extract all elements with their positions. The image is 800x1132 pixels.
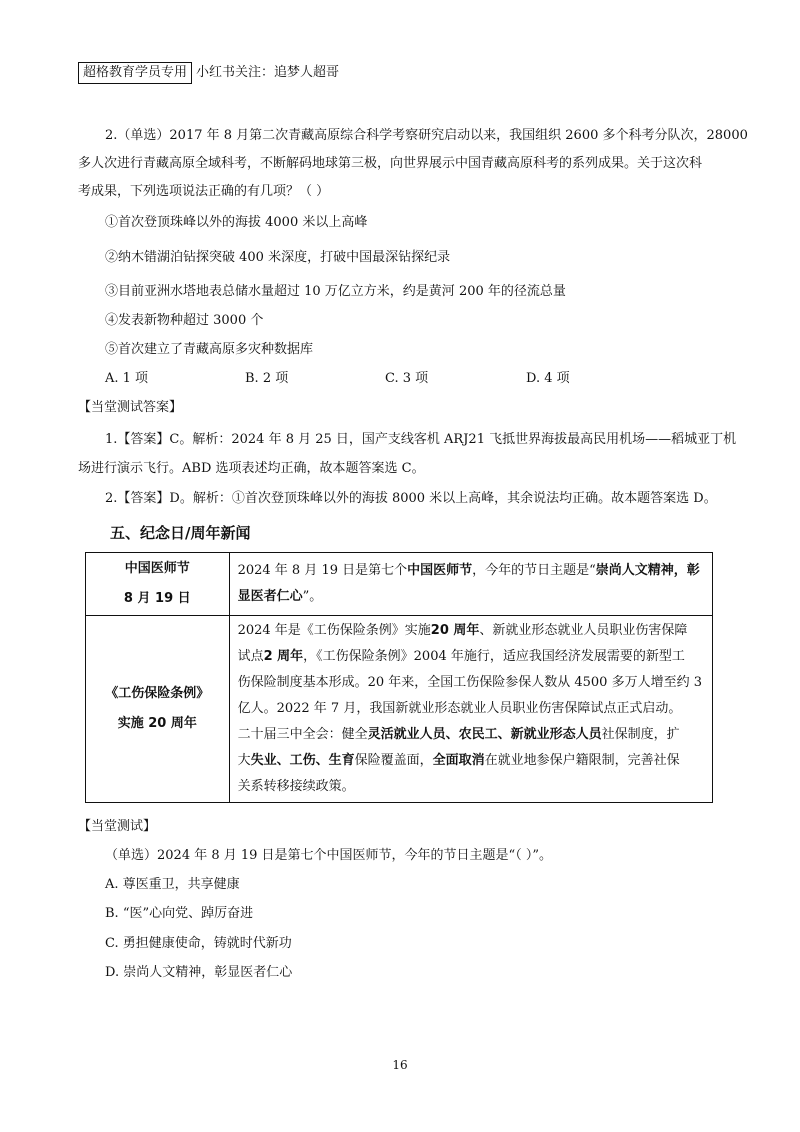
description-line: 伤保险制度基本形成。20 年来，全国工伤保险参保人数从 4500 多万人增至约 3 [237, 675, 702, 690]
table-row [86, 616, 713, 803]
test-heading: 【当堂测试】 [78, 819, 157, 834]
description-line: 显医者仁心”。 [237, 589, 323, 604]
description-line: 2024 年 8 月 19 日是第七个中国医师节，今年的节日主题是“崇尚人文精神，彰 [237, 563, 700, 578]
event-date: 8 月 19 日 [123, 591, 191, 606]
statement-4: ④发表新物种超过 3000 个 [105, 313, 264, 328]
statement-1: ①首次登顶珠峰以外的海拔 4000 米以上高峰 [105, 215, 368, 230]
description-line: 亿人。2022 年 7 月，我国新就业形态就业人员职业伤害保障试点正式启动。 [237, 701, 682, 716]
anniversary-table [85, 552, 713, 803]
question2-line-2: 多人次进行青藏高原全域科考，不断解码地球第三极，向世界展示中国青藏高原科考的系列成果。关于这次科 [78, 156, 703, 171]
answer-2: 2.【答案】D。解析：①首次登顶珠峰以外的海拔 8000 米以上高峰，其余说法均正确。故本题答案选 D。 [105, 491, 717, 506]
option-c: C. 3 项 [385, 371, 429, 386]
option-a: A. 1 项 [105, 371, 149, 386]
statement-3: ③目前亚洲水塔地表总储水量超过 10 万亿立方米，约是黄河 200 年的径流总量 [105, 284, 566, 299]
statement-2: ②纳木错湖泊钻探突破 400 米深度，打破中国最深钻探纪录 [105, 250, 451, 265]
option-d: D. 4 项 [526, 371, 570, 386]
test-option-b: B. “医”心向党、踔厉奋进 [105, 906, 254, 921]
option-b: B. 2 项 [245, 371, 289, 386]
question2-line-3: 考成果，下列选项说法正确的有几项？（ ） [78, 184, 330, 199]
event-description-cell [229, 553, 712, 616]
event-anniversary: 实施 20 周年 [117, 716, 197, 731]
event-name: 《工伤保险条例》 [105, 686, 210, 701]
test-option-a: A. 尊医重卫，共享健康 [105, 877, 240, 892]
event-name-cell [86, 616, 230, 803]
description-line: 2024 年是《工伤保险条例》实施20 周年、新就业形态就业人员职业伤害保障 [237, 623, 688, 638]
page-number: 16 [392, 1058, 408, 1072]
test-option-d: D. 崇尚人文精神，彰显医者仁心 [105, 965, 293, 980]
section-title: 五、纪念日/周年新闻 [110, 524, 251, 542]
test-question: （单选）2024 年 8 月 19 日是第七个中国医师节，今年的节日主题是“（ ）”。 [105, 848, 552, 863]
answer-1-line-2: 场进行演示飞行。ABD 选项表述均正确，故本题答案选 C。 [78, 461, 425, 476]
table-row [86, 553, 713, 616]
header-badge: 超格教育学员专用 [78, 62, 192, 84]
question2-line-1: 2.（单选）2017 年 8 月第二次青藏高原综合科学考察研究启动以来，我国组织 2600 多个科考分队次，28000 [105, 128, 748, 143]
test-option-c: C. 勇担健康使命，铸就时代新功 [105, 936, 292, 951]
statement-5: ⑤首次建立了青藏高原多灾种数据库 [105, 342, 314, 357]
description-line: 大失业、工伤、生育保险覆盖面，全面取消在就业地参保户籍限制，完善社保 [237, 753, 680, 768]
answer-1-line-1: 1.【答案】C。解析：2024 年 8 月 25 日，国产支线客机 ARJ21 飞抵世界海拔最高民用机场——稻城亚丁机 [105, 432, 737, 447]
description-line: 试点2 周年，《工伤保险条例》2004 年施行，适应我国经济发展需要的新型工 [237, 649, 685, 664]
event-name-cell [86, 553, 230, 616]
description-line: 二十届三中全会：健全灵活就业人员、农民工、新就业形态人员社保制度，扩 [237, 727, 680, 742]
event-name: 中国医师节 [124, 561, 190, 576]
description-line: 关系转移接续政策。 [237, 779, 355, 794]
event-description-cell [229, 616, 712, 803]
header-follow-text: 小红书关注：追梦人超哥 [196, 65, 340, 80]
page-header [78, 62, 339, 84]
answers-heading: 【当堂测试答案】 [78, 400, 183, 415]
